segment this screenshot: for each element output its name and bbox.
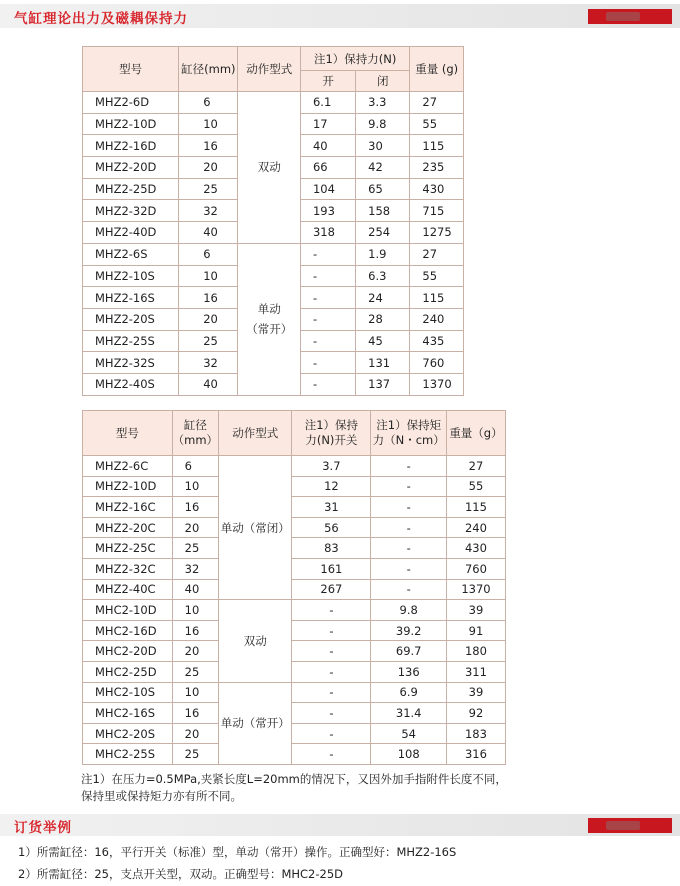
cell-force: 3.7 [292, 456, 371, 477]
header-force-line1: 注1）保持 [304, 418, 359, 432]
cell-force: 31 [292, 497, 371, 518]
cell-bore: 6 [179, 243, 238, 265]
cell-torque: - [371, 558, 447, 579]
cell-torque: - [371, 517, 447, 538]
section-header-force [0, 4, 680, 28]
cell-force: - [292, 703, 371, 724]
cell-model: MHZ2-32S [83, 352, 179, 374]
cell-open: - [300, 243, 355, 265]
cell-open: 193 [300, 200, 355, 222]
table-row [83, 744, 506, 765]
cell-weight: 235 [410, 157, 464, 179]
cell-model: MHZ2-32D [83, 200, 179, 222]
brand-tag [588, 818, 672, 833]
cell-bore: 32 [179, 352, 238, 374]
cell-force: 83 [292, 538, 371, 559]
cell-open: - [300, 373, 355, 395]
cell-weight: 27 [410, 92, 464, 114]
cell-bore: 6 [179, 92, 238, 114]
cell-bore: 20 [172, 641, 218, 662]
order-example-2: 2）所需缸径：25，支点开关型，双动。正确型号：MHC2-25D [18, 867, 344, 881]
cell-open: 66 [300, 157, 355, 179]
cell-open: - [300, 265, 355, 287]
cell-bore: 16 [172, 497, 218, 518]
cell-torque: - [371, 476, 447, 497]
cell-bore: 16 [179, 287, 238, 309]
cell-force: 56 [292, 517, 371, 538]
cell-model: MHZ2-40S [83, 373, 179, 395]
brand-tag [588, 9, 672, 24]
cell-bore: 6 [172, 456, 218, 477]
cell-force: - [292, 682, 371, 703]
action-label-sub: （常开） [246, 322, 293, 337]
cell-model: MHZ2-25S [83, 330, 179, 352]
cell-bore: 25 [179, 178, 238, 200]
cell-weight: 91 [446, 620, 505, 641]
section-title: 订货举例 [14, 820, 72, 836]
cell-torque: 6.9 [371, 682, 447, 703]
order-example-1: 1）所需缸径：16，平行开关（标准）型，单动（常开）操作。正确型好：MHZ2-16S [18, 845, 457, 859]
cell-bore: 10 [172, 476, 218, 497]
header-action: 动作型式 [238, 47, 301, 92]
header-weight: 重量 (g) [410, 47, 464, 92]
header-bore-line1: 缸径 [183, 418, 207, 432]
cell-action: 单动（常闭） [219, 456, 292, 600]
header-holding-force [292, 411, 371, 456]
table-row [83, 497, 506, 518]
cell-bore: 32 [172, 558, 218, 579]
cell-closed: 28 [356, 308, 410, 330]
table-row [83, 682, 506, 703]
table-row [83, 558, 506, 579]
table-row [83, 579, 506, 600]
header-force-line2: 力(N)开关 [305, 433, 358, 447]
cell-bore: 25 [172, 744, 218, 765]
cell-force: - [292, 600, 371, 621]
cell-closed: 6.3 [356, 265, 410, 287]
cell-bore: 10 [172, 600, 218, 621]
cell-weight: 1370 [446, 579, 505, 600]
table-row [83, 517, 506, 538]
section-header-order [0, 814, 680, 836]
cell-bore: 32 [179, 200, 238, 222]
cell-torque: 108 [371, 744, 447, 765]
cell-torque: - [371, 538, 447, 559]
cell-open: - [300, 330, 355, 352]
cell-bore: 10 [179, 113, 238, 135]
cell-torque: - [371, 456, 447, 477]
table-row [83, 600, 506, 621]
cell-torque: 31.4 [371, 703, 447, 724]
cell-closed: 3.3 [356, 92, 410, 114]
table-row [83, 703, 506, 724]
cell-closed: 45 [356, 330, 410, 352]
table-row [83, 538, 506, 559]
cell-weight: 240 [446, 517, 505, 538]
cell-bore: 20 [179, 308, 238, 330]
cell-weight: 760 [446, 558, 505, 579]
cell-action: 双动 [219, 600, 292, 682]
table-row [83, 661, 506, 682]
cell-weight: 115 [410, 135, 464, 157]
header-bore [172, 411, 218, 456]
header-model: 型号 [83, 411, 173, 456]
cell-open: 6.1 [300, 92, 355, 114]
action-label: 双动 [257, 160, 281, 175]
cell-weight: 180 [446, 641, 505, 662]
cell-force: - [292, 744, 371, 765]
cell-bore: 40 [179, 373, 238, 395]
section-title: 气缸理论出力及磁耦保持力 [14, 11, 188, 27]
cell-weight: 115 [446, 497, 505, 518]
cell-model: MHC2-25S [83, 744, 173, 765]
cell-force: 12 [292, 476, 371, 497]
cell-bore: 20 [172, 723, 218, 744]
table-mhz2-mhc2-holding [82, 410, 506, 765]
cell-weight: 39 [446, 682, 505, 703]
header-holding-force: 注1）保持力(N) [300, 47, 409, 71]
cell-weight: 1370 [410, 373, 464, 395]
cell-open: 17 [300, 113, 355, 135]
header-action: 动作型式 [219, 411, 292, 456]
cell-bore: 10 [172, 682, 218, 703]
header-torque-line2: 力（N・cm） [372, 433, 445, 447]
cell-torque: 9.8 [371, 600, 447, 621]
cell-model: MHZ2-20C [83, 517, 173, 538]
footnote-line1: 注1）在压力=0.5MPa,夹紧长度L=20mm的情况下，又因外加手指附件长度不同， [81, 772, 507, 786]
cell-closed: 42 [356, 157, 410, 179]
header-weight: 重量（g） [446, 411, 505, 456]
cell-weight: 55 [446, 476, 505, 497]
cell-model: MHC2-16S [83, 703, 173, 724]
header-holding-torque [371, 411, 447, 456]
action-label: 单动 [257, 302, 281, 317]
cell-open: 40 [300, 135, 355, 157]
cell-model: MHZ2-16C [83, 497, 173, 518]
header-closed: 闭 [356, 71, 410, 92]
table-row [83, 723, 506, 744]
cell-force: 267 [292, 579, 371, 600]
cell-bore: 16 [179, 135, 238, 157]
cell-open: 318 [300, 222, 355, 244]
header-bore-line2: （mm） [172, 433, 219, 447]
cell-force: 161 [292, 558, 371, 579]
cell-model: MHC2-20S [83, 723, 173, 744]
cell-closed: 158 [356, 200, 410, 222]
cell-weight: 311 [446, 661, 505, 682]
cell-model: MHZ2-6C [83, 456, 173, 477]
cell-model: MHZ2-20S [83, 308, 179, 330]
cell-closed: 9.8 [356, 113, 410, 135]
cell-weight: 115 [410, 287, 464, 309]
cell-weight: 27 [446, 456, 505, 477]
cell-model: MHC2-20D [83, 641, 173, 662]
cell-weight: 715 [410, 200, 464, 222]
cell-model: MHZ2-20D [83, 157, 179, 179]
cell-bore: 25 [172, 538, 218, 559]
cell-model: MHC2-10S [83, 682, 173, 703]
cell-open: - [300, 287, 355, 309]
table-row [83, 243, 464, 265]
cell-model: MHZ2-10D [83, 113, 179, 135]
cell-weight: 240 [410, 308, 464, 330]
cell-open: - [300, 352, 355, 374]
cell-force: - [292, 620, 371, 641]
header-bore: 缸径(mm) [179, 47, 238, 92]
cell-model: MHC2-10D [83, 600, 173, 621]
cell-weight: 92 [446, 703, 505, 724]
cell-torque: 136 [371, 661, 447, 682]
cell-action: 单动（常开） [219, 682, 292, 764]
cell-bore: 16 [172, 620, 218, 641]
cell-weight: 760 [410, 352, 464, 374]
cell-closed: 65 [356, 178, 410, 200]
cell-torque: - [371, 579, 447, 600]
cell-force: - [292, 723, 371, 744]
table-mhz2-holding-force [82, 46, 464, 396]
cell-torque: 54 [371, 723, 447, 744]
cell-action [238, 243, 301, 395]
cell-weight: 430 [410, 178, 464, 200]
cell-model: MHZ2-6D [83, 92, 179, 114]
cell-force: - [292, 661, 371, 682]
cell-bore: 20 [179, 157, 238, 179]
header-open: 开 [300, 71, 355, 92]
cell-bore: 25 [179, 330, 238, 352]
cell-weight: 430 [446, 538, 505, 559]
cell-bore: 40 [179, 222, 238, 244]
cell-bore: 25 [172, 661, 218, 682]
table-row [83, 641, 506, 662]
cell-model: MHZ2-16D [83, 135, 179, 157]
cell-model: MHZ2-32C [83, 558, 173, 579]
cell-open: 104 [300, 178, 355, 200]
footnote [81, 771, 521, 805]
cell-closed: 137 [356, 373, 410, 395]
table-row [83, 476, 506, 497]
cell-weight: 39 [446, 600, 505, 621]
cell-model: MHZ2-10S [83, 265, 179, 287]
cell-weight: 316 [446, 744, 505, 765]
cell-model: MHZ2-6S [83, 243, 179, 265]
cell-bore: 10 [179, 265, 238, 287]
cell-torque: 69.7 [371, 641, 447, 662]
cell-model: MHC2-25D [83, 661, 173, 682]
cell-model: MHZ2-25D [83, 178, 179, 200]
cell-weight: 55 [410, 113, 464, 135]
header-torque-line1: 注1）保持矩 [376, 418, 442, 432]
cell-model: MHZ2-40D [83, 222, 179, 244]
cell-open: - [300, 308, 355, 330]
cell-weight: 435 [410, 330, 464, 352]
cell-weight: 1275 [410, 222, 464, 244]
cell-bore: 16 [172, 703, 218, 724]
table-row [83, 92, 464, 114]
cell-bore: 40 [172, 579, 218, 600]
cell-action [238, 92, 301, 244]
cell-closed: 131 [356, 352, 410, 374]
cell-torque: - [371, 497, 447, 518]
cell-torque: 39.2 [371, 620, 447, 641]
cell-model: MHZ2-25C [83, 538, 173, 559]
table-row [83, 620, 506, 641]
cell-closed: 254 [356, 222, 410, 244]
cell-force: - [292, 641, 371, 662]
header-model: 型号 [83, 47, 179, 92]
cell-model: MHZ2-40C [83, 579, 173, 600]
cell-model: MHC2-16D [83, 620, 173, 641]
cell-closed: 1.9 [356, 243, 410, 265]
footnote-line2: 保持里或保持矩力亦有所不同。 [81, 789, 242, 803]
table-row [83, 456, 506, 477]
cell-bore: 20 [172, 517, 218, 538]
cell-closed: 24 [356, 287, 410, 309]
cell-weight: 27 [410, 243, 464, 265]
cell-weight: 55 [410, 265, 464, 287]
cell-closed: 30 [356, 135, 410, 157]
cell-model: MHZ2-16S [83, 287, 179, 309]
cell-weight: 183 [446, 723, 505, 744]
cell-model: MHZ2-10D [83, 476, 173, 497]
